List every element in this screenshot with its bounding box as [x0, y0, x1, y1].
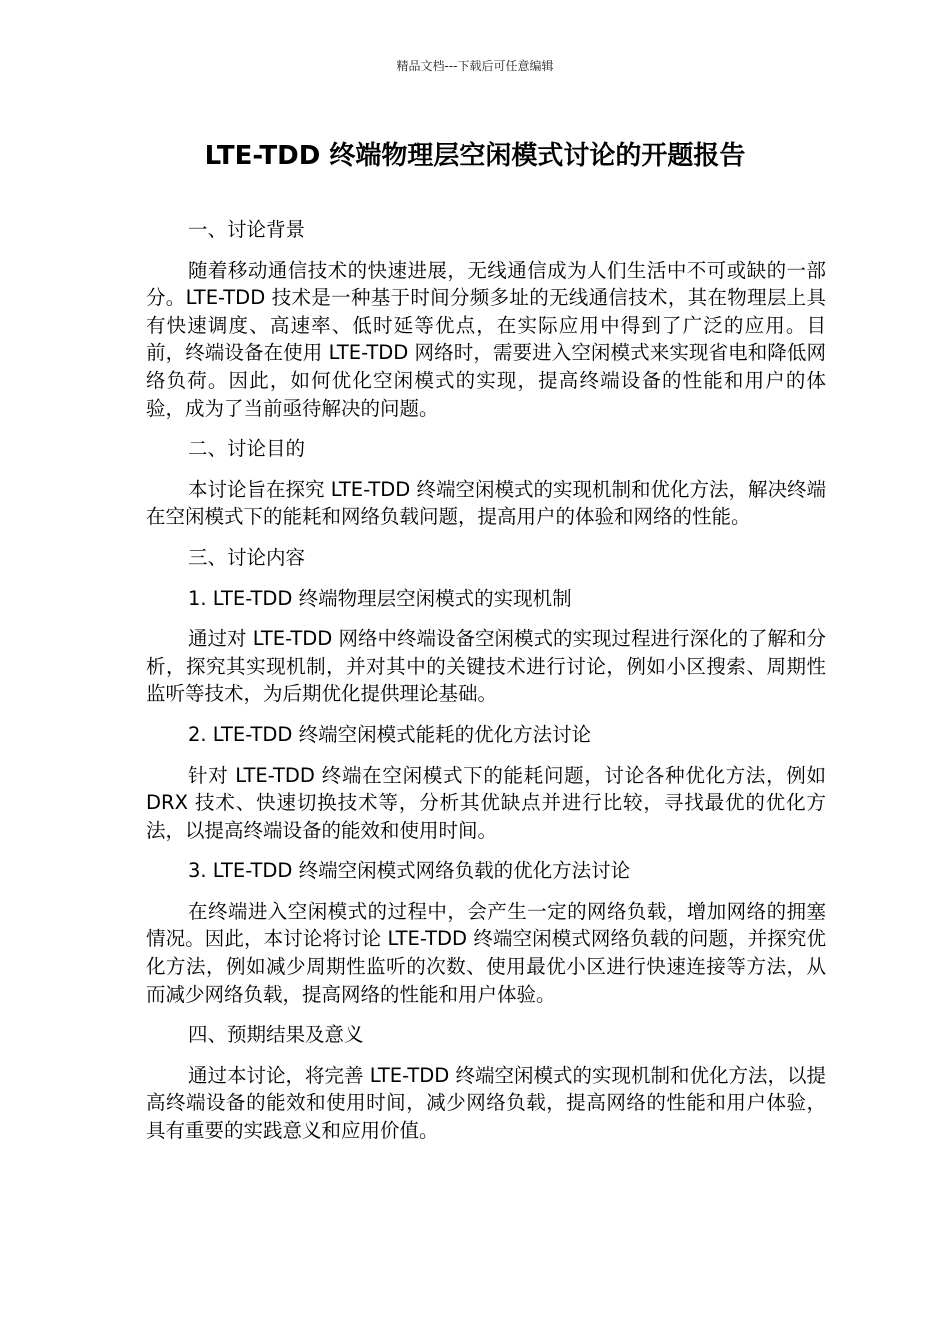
section-heading-purpose: 二、讨论目的 [188, 437, 306, 461]
subsection-heading-2: 2. LTE-TDD 终端空闲模式能耗的优化方法讨论 [188, 722, 592, 746]
section-heading-background: 一、讨论背景 [188, 218, 306, 241]
page-header-note: 精品文档---下载后可任意编辑 [396, 59, 554, 73]
paragraph-purpose: 本讨论旨在探究 LTE-TDD 终端空闲模式的实现机制和优化方法，解决终端在空闲模式下的能耗和网络负载问题，提高用户的体验和网络的性能。 [146, 477, 826, 529]
subsection-heading-1: 1. LTE-TDD 终端物理层空闲模式的实现机制 [188, 586, 572, 610]
document-body [146, 216, 826, 1158]
paragraph-expected-results: 通过本讨论，将完善 LTE-TDD 终端空闲模式的实现机制和优化方法，以提高终端设备的能效和使用时间，减少网络负载，提高网络的性能和用户体验，具有重要的实践意义和应用价值。 [146, 1063, 826, 1143]
section-heading-content: 三、讨论内容 [188, 545, 306, 569]
paragraph-subsection-2: 针对 LTE-TDD 终端在空闲模式下的能耗问题，讨论各种优化方法，例如 DRX 技术、快速切换技术等，分析其优缺点并进行比较，寻找最优的优化方法，以提高终端设备的能效和使用时间。 [146, 763, 826, 842]
subsection-heading-3: 3. LTE-TDD 终端空闲模式网络负载的优化方法讨论 [188, 859, 631, 883]
document-title: LTE-TDD 终端物理层空闲模式讨论的开题报告 [204, 141, 746, 171]
paragraph-subsection-1: 通过对 LTE-TDD 网络中终端设备空闲模式的实现过程进行深化的了解和分析，探究其实现机制，并对其中的关键技术进行讨论，例如小区搜索、周期性监听等技术，为后期优化提供理论基础。 [146, 627, 826, 706]
paragraph-subsection-3: 在终端进入空闲模式的过程中，会产生一定的网络负载，增加网络的拥塞情况。因此，本讨论将讨论 LTE-TDD 终端空闲模式网络负载的问题，并探究优化方法，例如减少周期性监听的次数、使用最优小区进行快速连接等方法，从而减少网络负载，提高网络的性能和用户体验。 [146, 899, 826, 1006]
paragraph-background: 随着移动通信技术的快速进展，无线通信成为人们生活中不可或缺的一部分。LTE-TDD 技术是一种基于时间分频多址的无线通信技术，其在物理层上具有快速调度、高速率、低时延等优点，在实际应用中得到了广泛的应用。目前，终端设备在使用 LTE-TDD 网络时，需要进入空闲模式来实现省电和降低网络负荷。因此，如何优化空闲模式的实现，提高终端设备的性能和用户的体验，成为了当前亟待解决的问题。 [146, 258, 826, 420]
section-heading-expected-results: 四、预期结果及意义 [188, 1023, 364, 1047]
